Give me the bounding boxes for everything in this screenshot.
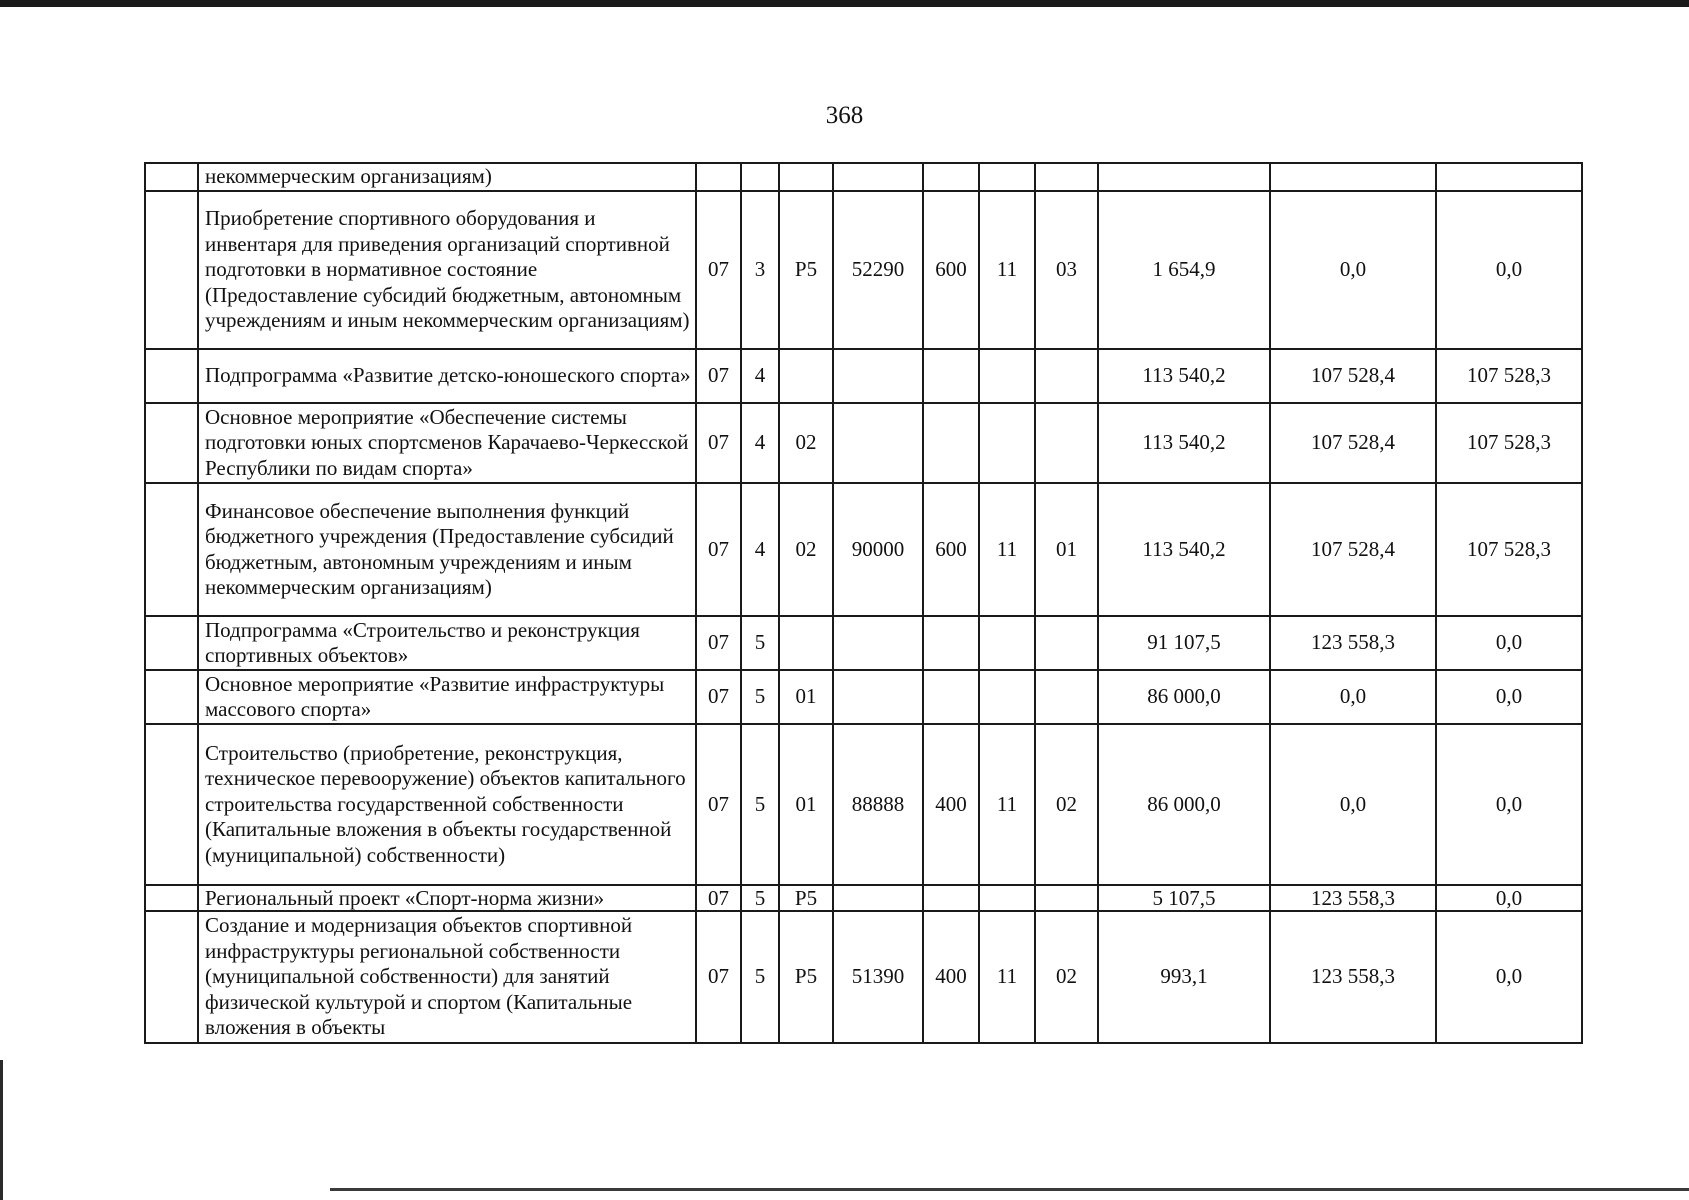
amount-year1-cell: [1098, 163, 1270, 191]
item-name-cell: Основное мероприятие «Обеспечение системы подготовки юных спортсменов Карачаево-Черкесской Республики по видам спорта»: [198, 403, 696, 483]
direction-code-cell: [833, 403, 923, 483]
amount-year1-cell: 91 107,5: [1098, 616, 1270, 670]
section-code-cell: 07: [696, 349, 741, 403]
section-code-cell: 07: [696, 724, 741, 885]
program-code-cell: Р5: [779, 885, 833, 911]
expense-type-cell: [923, 163, 979, 191]
amount-year2-cell: 0,0: [1270, 670, 1436, 724]
subprogram-code-cell: 4: [741, 483, 779, 616]
expense-type-cell: 400: [923, 911, 979, 1043]
direction-code-cell: [833, 163, 923, 191]
scan-left-edge: [0, 1060, 3, 1200]
amount-year1-cell: 993,1: [1098, 911, 1270, 1043]
division-code-cell: [979, 163, 1035, 191]
amount-year3-cell: 0,0: [1436, 191, 1582, 349]
subdivision-code-cell: 03: [1035, 191, 1098, 349]
subprogram-code-cell: 5: [741, 724, 779, 885]
program-code-cell: 02: [779, 483, 833, 616]
amount-year3-cell: 0,0: [1436, 911, 1582, 1043]
expense-type-cell: [923, 885, 979, 911]
direction-code-cell: [833, 885, 923, 911]
table-row: [145, 911, 1582, 1043]
subdivision-code-cell: [1035, 403, 1098, 483]
row-number-cell: [145, 911, 198, 1043]
amount-year3-cell: 107 528,3: [1436, 483, 1582, 616]
expense-type-cell: 400: [923, 724, 979, 885]
amount-year2-cell: [1270, 163, 1436, 191]
subprogram-code-cell: 4: [741, 403, 779, 483]
amount-year1-cell: 113 540,2: [1098, 483, 1270, 616]
amount-year3-cell: 0,0: [1436, 724, 1582, 885]
subprogram-code-cell: 5: [741, 885, 779, 911]
table-row: [145, 191, 1582, 349]
row-number-cell: [145, 885, 198, 911]
amount-year3-cell: 107 528,3: [1436, 403, 1582, 483]
division-code-cell: [979, 403, 1035, 483]
scan-top-border: [0, 0, 1689, 7]
table-row: [145, 616, 1582, 670]
expense-type-cell: [923, 403, 979, 483]
direction-code-cell: [833, 616, 923, 670]
table-row: [145, 670, 1582, 724]
item-name-cell: Финансовое обеспечение выполнения функций бюджетного учреждения (Предоставление субсидий бюджетным, автономным учреждениям и иным некоммерческим организациям): [198, 483, 696, 616]
section-code-cell: 07: [696, 670, 741, 724]
amount-year1-cell: 5 107,5: [1098, 885, 1270, 911]
subprogram-code-cell: 3: [741, 191, 779, 349]
item-name-cell: Создание и модернизация объектов спортивной инфраструктуры региональной собственности (муниципальной собственности) для занятий физической культурой и спортом (Капитальные вложения в объекты: [198, 911, 696, 1043]
direction-code-cell: 88888: [833, 724, 923, 885]
row-number-cell: [145, 191, 198, 349]
item-name-cell: некоммерческим организациям): [198, 163, 696, 191]
amount-year3-cell: 0,0: [1436, 616, 1582, 670]
amount-year3-cell: 0,0: [1436, 885, 1582, 911]
division-code-cell: 11: [979, 724, 1035, 885]
program-code-cell: [779, 163, 833, 191]
table-row: [145, 163, 1582, 191]
program-code-cell: 02: [779, 403, 833, 483]
subdivision-code-cell: 01: [1035, 483, 1098, 616]
program-code-cell: 01: [779, 670, 833, 724]
subdivision-code-cell: [1035, 670, 1098, 724]
item-name-cell: Основное мероприятие «Развитие инфраструктуры массового спорта»: [198, 670, 696, 724]
item-name-cell: Приобретение спортивного оборудования и инвентаря для приведения организаций спортивной подготовки в нормативное состояние (Предоставление субсидий бюджетным, автономным учреждениям и иным некоммерческим организациям): [198, 191, 696, 349]
row-number-cell: [145, 349, 198, 403]
subdivision-code-cell: 02: [1035, 724, 1098, 885]
amount-year2-cell: 107 528,4: [1270, 403, 1436, 483]
row-number-cell: [145, 163, 198, 191]
section-code-cell: [696, 163, 741, 191]
row-number-cell: [145, 483, 198, 616]
item-name-cell: Строительство (приобретение, реконструкция, техническое перевооружение) объектов капитального строительства государственной собственности (Капитальные вложения в объекты государственной (муниципальной) собственности): [198, 724, 696, 885]
division-code-cell: [979, 349, 1035, 403]
program-code-cell: 01: [779, 724, 833, 885]
amount-year2-cell: 107 528,4: [1270, 349, 1436, 403]
subdivision-code-cell: [1035, 885, 1098, 911]
subdivision-code-cell: [1035, 349, 1098, 403]
amount-year1-cell: 113 540,2: [1098, 349, 1270, 403]
subdivision-code-cell: 02: [1035, 911, 1098, 1043]
table-row: [145, 349, 1582, 403]
division-code-cell: [979, 885, 1035, 911]
amount-year2-cell: 123 558,3: [1270, 616, 1436, 670]
row-number-cell: [145, 724, 198, 885]
expense-type-cell: [923, 670, 979, 724]
table-row: [145, 403, 1582, 483]
amount-year3-cell: [1436, 163, 1582, 191]
page-number: 368: [825, 102, 864, 129]
expense-type-cell: 600: [923, 191, 979, 349]
subprogram-code-cell: 5: [741, 911, 779, 1043]
amount-year2-cell: 107 528,4: [1270, 483, 1436, 616]
expense-type-cell: [923, 616, 979, 670]
direction-code-cell: 51390: [833, 911, 923, 1043]
section-code-cell: 07: [696, 616, 741, 670]
amount-year1-cell: 113 540,2: [1098, 403, 1270, 483]
item-name-cell: Подпрограмма «Развитие детско-юношеского спорта»: [198, 349, 696, 403]
expense-type-cell: [923, 349, 979, 403]
row-number-cell: [145, 403, 198, 483]
table-row: [145, 724, 1582, 885]
amount-year3-cell: 0,0: [1436, 670, 1582, 724]
table-row: [145, 483, 1582, 616]
subdivision-code-cell: [1035, 616, 1098, 670]
amount-year2-cell: 123 558,3: [1270, 911, 1436, 1043]
table-row: [145, 885, 1582, 911]
amount-year3-cell: 107 528,3: [1436, 349, 1582, 403]
section-code-cell: 07: [696, 403, 741, 483]
subprogram-code-cell: 4: [741, 349, 779, 403]
division-code-cell: 11: [979, 483, 1035, 616]
division-code-cell: 11: [979, 911, 1035, 1043]
scan-bottom-line: [330, 1188, 1689, 1191]
division-code-cell: 11: [979, 191, 1035, 349]
program-code-cell: [779, 349, 833, 403]
program-code-cell: Р5: [779, 191, 833, 349]
direction-code-cell: [833, 349, 923, 403]
section-code-cell: 07: [696, 911, 741, 1043]
amount-year1-cell: 86 000,0: [1098, 670, 1270, 724]
amount-year2-cell: 0,0: [1270, 724, 1436, 885]
program-code-cell: [779, 616, 833, 670]
division-code-cell: [979, 616, 1035, 670]
expense-type-cell: 600: [923, 483, 979, 616]
amount-year1-cell: 86 000,0: [1098, 724, 1270, 885]
section-code-cell: 07: [696, 885, 741, 911]
subprogram-code-cell: [741, 163, 779, 191]
direction-code-cell: 52290: [833, 191, 923, 349]
amount-year2-cell: 123 558,3: [1270, 885, 1436, 911]
program-code-cell: Р5: [779, 911, 833, 1043]
item-name-cell: Подпрограмма «Строительство и реконструкция спортивных объектов»: [198, 616, 696, 670]
direction-code-cell: [833, 670, 923, 724]
amount-year1-cell: 1 654,9: [1098, 191, 1270, 349]
amount-year2-cell: 0,0: [1270, 191, 1436, 349]
item-name-cell: Региональный проект «Спорт-норма жизни»: [198, 885, 696, 911]
subdivision-code-cell: [1035, 163, 1098, 191]
direction-code-cell: 90000: [833, 483, 923, 616]
subprogram-code-cell: 5: [741, 670, 779, 724]
section-code-cell: 07: [696, 191, 741, 349]
subprogram-code-cell: 5: [741, 616, 779, 670]
budget-table: [144, 162, 1583, 1044]
row-number-cell: [145, 616, 198, 670]
section-code-cell: 07: [696, 483, 741, 616]
division-code-cell: [979, 670, 1035, 724]
row-number-cell: [145, 670, 198, 724]
